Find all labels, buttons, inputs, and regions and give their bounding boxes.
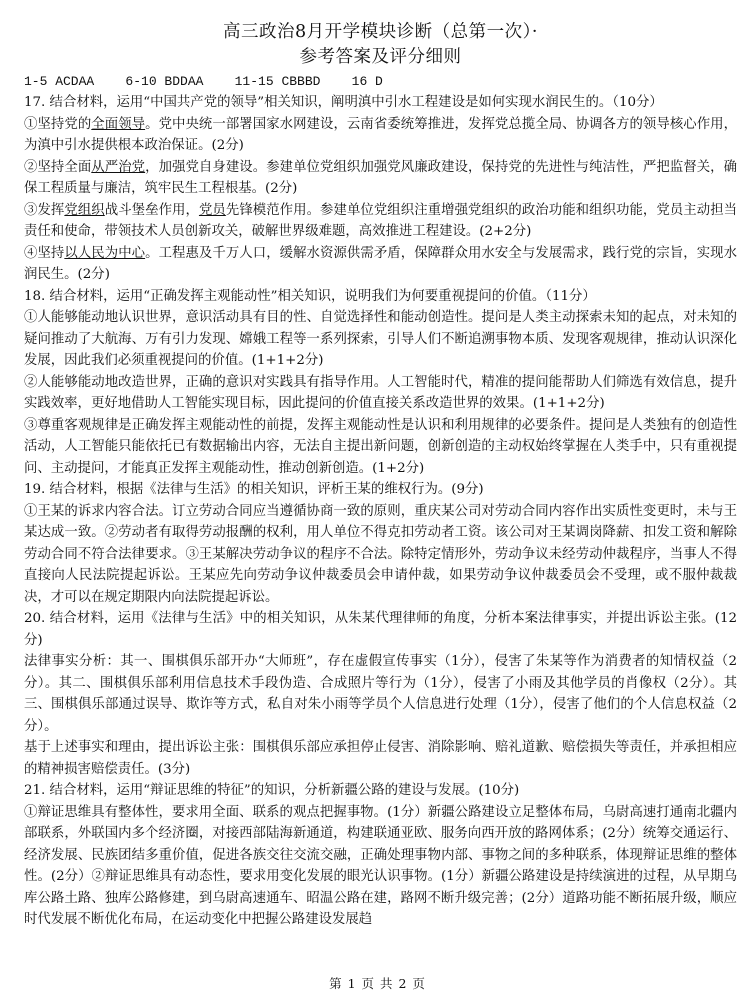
q17-point-1: ①坚持党的全面领导。党中央统一部署国家水网建设，云南省委统筹推进，发挥党总揽全局、协调各方的领导核心作用，为滇中引水提供根本政治保证。(2分)	[24, 116, 738, 153]
q17-point-2: ②坚持全面从严治党，加强党自身建设。参建单位党组织加强党风廉政建设，保持党的先进性与纯洁性，严把监督关，确保工程质量与廉洁，筑牢民生工程根基。(2分)	[24, 159, 738, 196]
q19-answer: ①王某的诉求内容合法。订立劳动合同应当遵循协商一致的原则，重庆某公司对劳动合同内容作出实质性变更时，未与王某达成一致。②劳动者有取得劳动报酬的权利，用人单位不得克扣劳动者工资。该公司对王某调岗降薪、扣发工资和解除劳动合同不符合法律要求。③王某解决劳动争议的程序不合法。除特定情形外，劳动争议未经劳动仲裁程序，当事人不得直接向人民法院提起诉讼。王某应先向劳动争议仲裁委员会申请仲裁，如果劳动争议仲裁委员会不受理，或不服仲裁裁决，才可以在规定期限内向法院提起诉讼。	[24, 503, 737, 605]
q21-question: 21. 结合材料，运用“辩证思维的特征”的知识，分析新疆公路的建设与发展。(10分)	[24, 783, 520, 798]
q20-question: 20. 结合材料，运用《法律与生活》中的相关知识，从朱某代理律师的角度，分析本案法律事实，并提出诉讼主张。(12分)	[24, 611, 737, 648]
q18-point-1: ①人能够能动地认识世界，意识活动具有目的性、自觉选择性和能动创造性。提问是人类主动探索未知的起点，对未知的疑问推动了大航海、万有引力发现、嫦娥工程等一系列探索，引导人们不断追溯事物本质、发现客观规律，推动认识深化发展，因此我们必须重视提问的价值。(1+1+2分)	[24, 310, 737, 368]
q17-keyword: 全面领导	[91, 116, 146, 132]
q17-keyword: 党员	[198, 202, 226, 218]
document-title: 高三政治8月开学模块诊断（总第一次）·	[223, 22, 538, 42]
q20-claims: 基于上述事实和理由，提出诉讼主张：围棋俱乐部应承担停止侵害、消除影响、赔礼道歉、赔偿损失等责任，并承担相应的精神损害赔偿责任。(3分)	[24, 740, 737, 777]
q17-question: 17. 结合材料，运用“中国共产党的领导”相关知识，阐明滇中引水工程建设是如何实现水润民生的。（10分）	[24, 95, 663, 110]
q19-question: 19. 结合材料，根据《法律与生活》的相关知识，评析王某的维权行为。(9分)	[24, 482, 484, 497]
q18-question: 18. 结合材料，运用“正确发挥主观能动性”相关知识，说明我们为何要重视提问的价值。（11分）	[24, 288, 596, 304]
q17-point-4: ④坚持以人民为中心。工程惠及千万人口，缓解水资源供需矛盾，保障群众用水安全与发展需求，践行党的宗旨，实现水润民生。(2分)	[24, 245, 738, 282]
q17-point-3: ③发挥党组织战斗堡垒作用，党员先锋模范作用。参建单位党组织注重增强党组织的政治功能和组织功能，党员主动担当责任和使命，带领技术人员创新攻关，破解世界级难题，高效推进工程建设。(2+2分)	[24, 202, 738, 239]
q21-answer: ①辩证思维具有整体性，要求用全面、联系的观点把握事物。(1分）新疆公路建设立足整体布局，乌尉高速打通南北疆内部联系，外联国内多个经济圈，对接西部陆海新通道，构建联通亚欧、服务向西开放的路网体系；(2分）统筹交通运行、经济发展、民族团结多重价值，促进各族交往交流交融，正确处理事物内部、事物之间的多种联系，体现辩证思维的整体性。(2分）②辩证思维具有动态性，要求用变化发展的眼光认识事物。(1分）新疆公路建设是持续演进的过程，从早期乌库公路土路、独库公路修建，到乌尉高速通车、昭温公路在建，路网不断升级完善；(2分）道路功能不断拓展升级，顺应时代发展不断优化布局，在运动变化中把握公路建设发展趋	[24, 804, 737, 927]
page-number: 第 1 页 共 2 页	[329, 976, 426, 991]
q17-keyword: 党组织	[64, 202, 105, 218]
q17-keyword: 以人民为中心	[64, 245, 146, 261]
document-subtitle: 参考答案及评分细则	[299, 47, 462, 67]
q18-point-2: ②人能够能动地改造世界，正确的意识对实践具有指导作用。人工智能时代，精准的提问能帮助人们筛选有效信息，提升实践效率，更好地借助人工智能实现目标，因此提问的价值直接关系改造世界的效果。(1+1+2分)	[24, 374, 737, 411]
choice-answers: 1-5 ACDAA 6-10 BDDAA 11-15 CBBBD 16 D	[24, 74, 383, 89]
q17-keyword: 从严治党	[91, 159, 146, 175]
q18-point-3: ③尊重客观规律是正确发挥主观能动性的前提，发挥主观能动性是认识和利用规律的必要条件。提问是人类独有的创造性活动，人工智能只能依托已有数据输出内容，无法自主提出新问题，创新创造的主动权始终掌握在人类手中，只有重视提问、主动提问，才能真正发挥主观能动性，推动创新创造。(1+2分)	[24, 417, 737, 476]
q20-facts: 法律事实分析：其一、围棋俱乐部开办“大师班”，存在虚假宣传事实（1分），侵害了朱某等作为消费者的知情权益（2分）。其二、围棋俱乐部利用信息技术手段伪造、合成照片等行为（1分），侵害了小雨及其他学员的肖像权（2分）。其三、围棋俱乐部通过误导、欺诈等方式，私自对朱小雨等学员个人信息进行处理（1分），侵害了他们的个人信息权益（2分）。	[24, 654, 737, 734]
